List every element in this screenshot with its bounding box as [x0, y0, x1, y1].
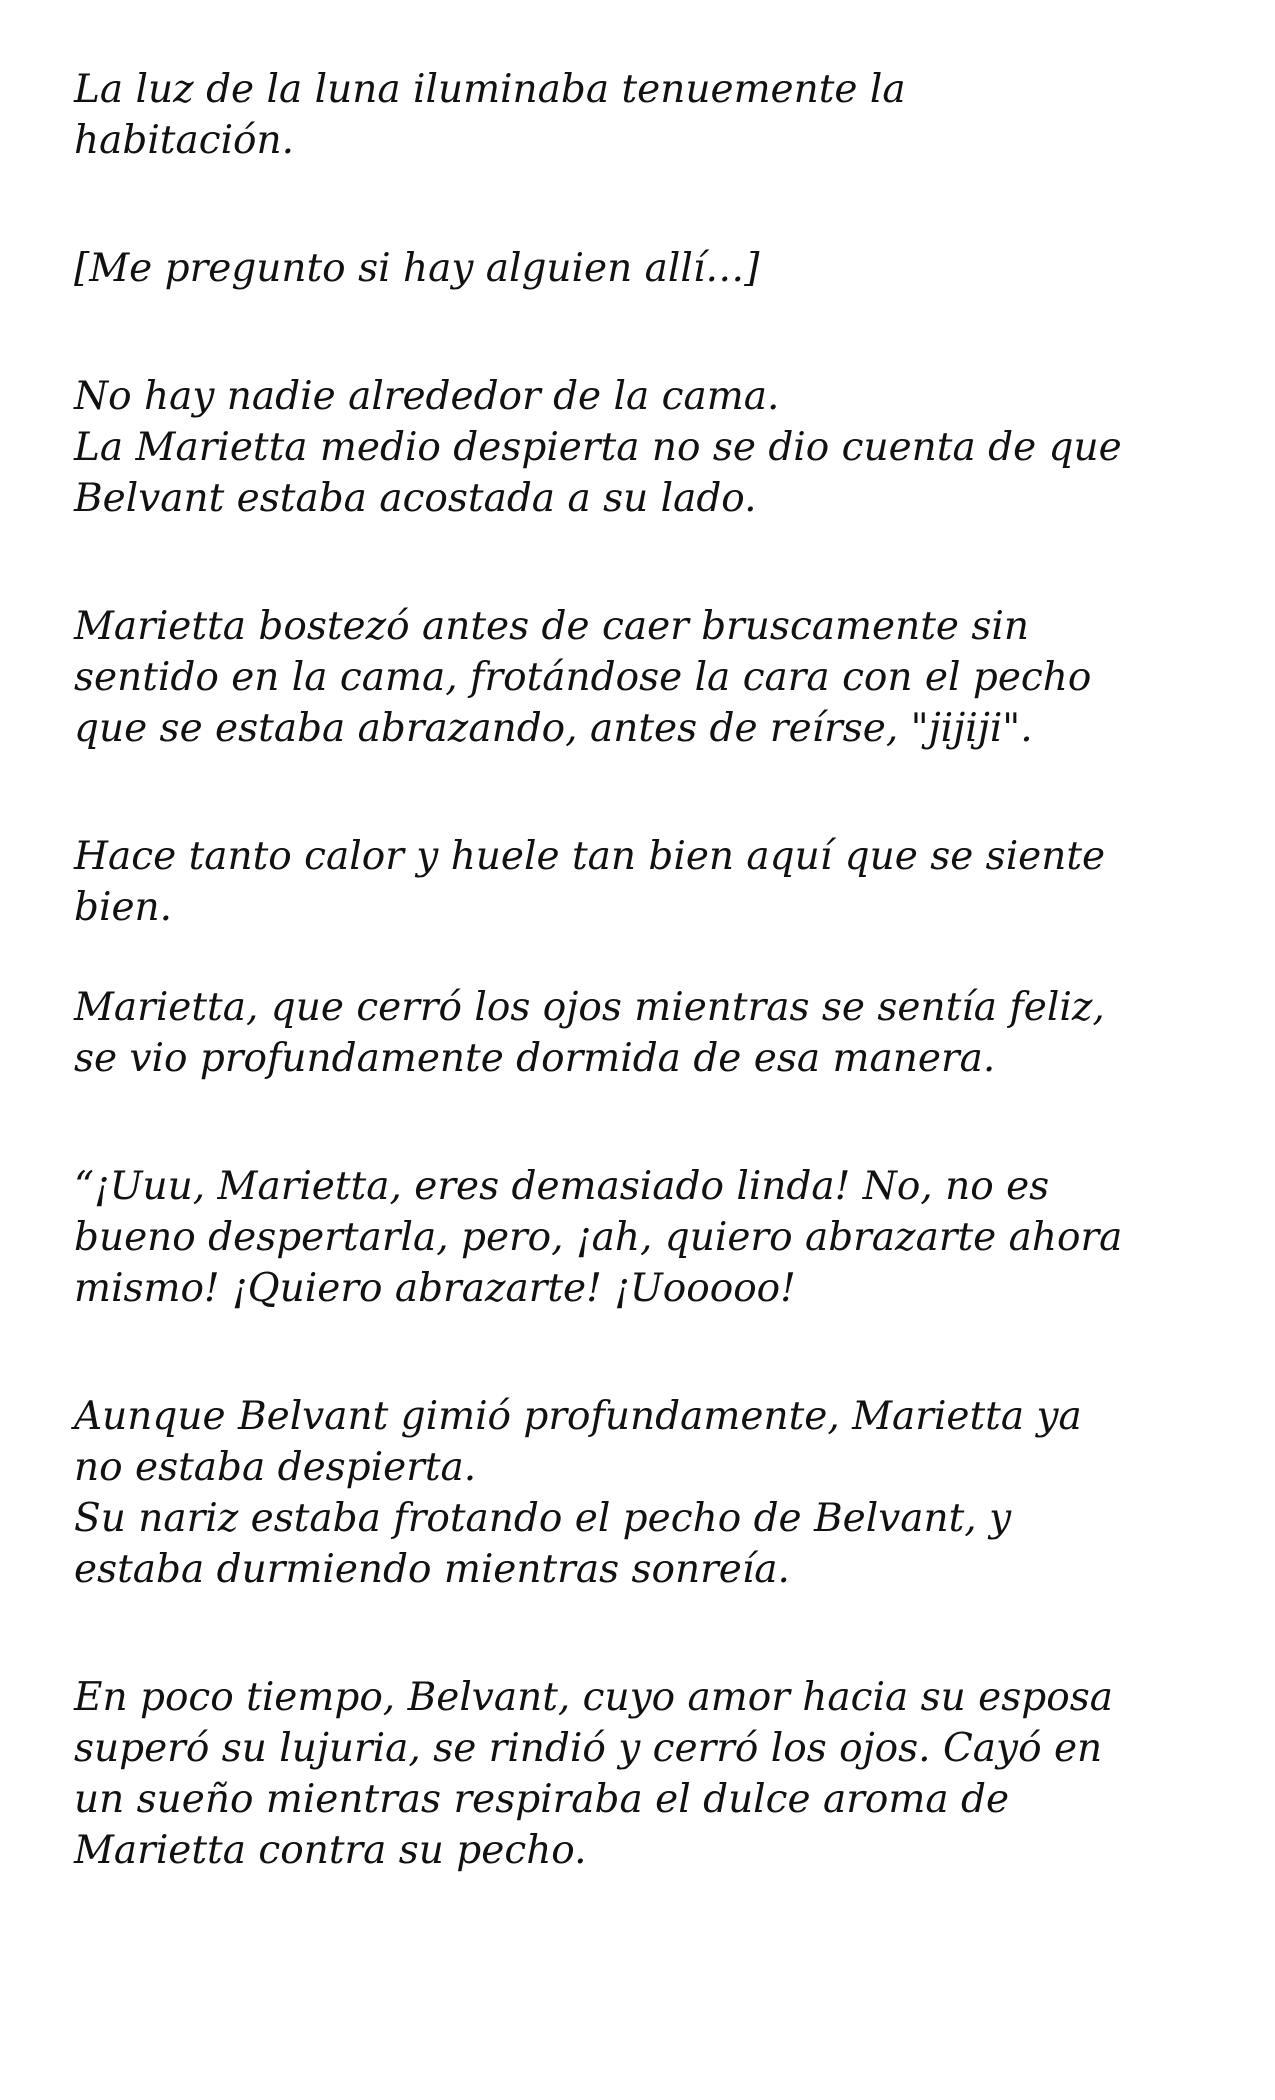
text-line: estaba durmiendo mientras sonreía. [74, 1547, 790, 1592]
text-line: superó su lujuria, se rindió y cerró los ojos. Cayó en [74, 1726, 1103, 1771]
text-line: Su nariz estaba frotando el pecho de Belvant, y [74, 1496, 1012, 1541]
document-page [74, 64, 1214, 1953]
paragraph-3 [74, 371, 1214, 524]
text-line: [Me pregunto si hay alguien allí…] [74, 246, 760, 291]
text-line: La Marietta medio despierta no se dio cuenta de que [74, 425, 1122, 470]
text-line: La luz de la luna iluminaba tenuemente la [74, 67, 906, 112]
text-line: sentido en la cama, frotándose la cara con el pecho [74, 655, 1092, 700]
text-line: bien. [74, 885, 173, 930]
text-line: No hay nadie alrededor de la cama. [74, 374, 780, 419]
text-line: Aunque Belvant gimió profundamente, Marietta ya [74, 1394, 1082, 1439]
text-line: que se estaba abrazando, antes de reírse, "jijiji". [74, 706, 1033, 751]
paragraph-6 [74, 982, 1214, 1084]
text-line: “¡Uuu, Marietta, eres demasiado linda! No, no es [74, 1164, 1050, 1209]
text-line: no estaba despierta. [74, 1445, 477, 1490]
text-line: Marietta, que cerró los ojos mientras se sentía feliz, [74, 985, 1105, 1030]
paragraph-7 [74, 1161, 1214, 1314]
text-line: Belvant estaba acostada a su lado. [74, 476, 757, 521]
text-line: En poco tiempo, Belvant, cuyo amor hacia su esposa [74, 1675, 1113, 1720]
text-line: bueno despertarla, pero, ¡ah, quiero abrazarte ahora [74, 1215, 1123, 1260]
text-line: Marietta contra su pecho. [74, 1828, 587, 1873]
paragraph-1 [74, 64, 1214, 166]
paragraph-8 [74, 1391, 1214, 1595]
paragraph-5 [74, 831, 1214, 933]
text-line: Hace tanto calor y huele tan bien aquí que se siente [74, 834, 1106, 879]
text-line: habitación. [74, 118, 295, 163]
text-line: Marietta bostezó antes de caer bruscamente sin [74, 604, 1029, 649]
paragraph-9 [74, 1672, 1214, 1876]
paragraph-4 [74, 601, 1214, 754]
paragraph-2 [74, 243, 1214, 294]
text-line: un sueño mientras respiraba el dulce aroma de [74, 1777, 1010, 1822]
text-line: mismo! ¡Quiero abrazarte! ¡Uooooo! [74, 1266, 796, 1311]
text-line: se vio profundamente dormida de esa manera. [74, 1036, 996, 1081]
